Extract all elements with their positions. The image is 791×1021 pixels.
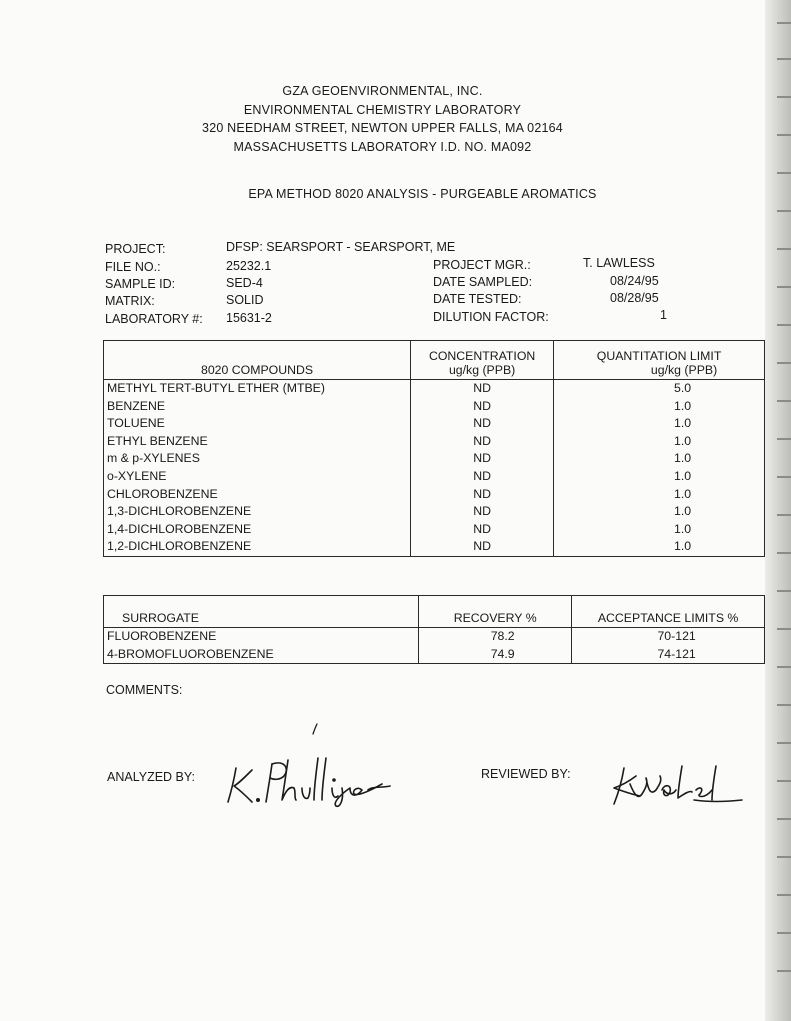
- surrogate-acceptance-limits: 70-121: [572, 628, 765, 646]
- surrogate-name: 4-BROMOFLUOROBENZENE: [107, 646, 274, 661]
- compound-name: BENZENE: [107, 398, 166, 413]
- surrogate-header: SURROGATE: [104, 596, 419, 628]
- comments-label: COMMENTS:: [106, 683, 183, 697]
- surrogate-table: [103, 595, 765, 664]
- table-row: [104, 486, 765, 504]
- recovery-header: RECOVERY %: [419, 596, 572, 628]
- project-label: PROJECT:: [105, 242, 166, 256]
- reviewer-signature: [600, 760, 750, 810]
- compound-name: ETHYL BENZENE: [107, 433, 208, 448]
- project-value: DFSP: SEARSPORT - SEARSPORT, ME: [226, 240, 456, 254]
- quantitation-limit-header: [554, 341, 765, 380]
- compound-name: METHYL TERT-BUTYL ETHER (MTBE): [107, 381, 325, 395]
- compound-name: CHLOROBENZENE: [107, 486, 218, 501]
- compound-quantitation-limit: 1.0: [554, 433, 765, 451]
- table-row: [104, 503, 765, 521]
- compound-concentration: ND: [411, 538, 554, 556]
- compound-quantitation-limit: 1.0: [554, 398, 765, 416]
- compound-quantitation-limit: 1.0: [554, 538, 765, 556]
- compound-name: 1,2-DICHLOROBENZENE: [107, 539, 252, 554]
- table-row: [104, 646, 765, 664]
- compounds-header: 8020 COMPOUNDS: [104, 341, 411, 380]
- table-row: [104, 398, 765, 416]
- date-tested-value: 08/28/95: [610, 291, 659, 305]
- matrix-label: MATRIX:: [105, 294, 155, 308]
- compounds-table: [103, 340, 765, 557]
- sample-id-label: SAMPLE ID:: [105, 277, 176, 291]
- method-title: EPA METHOD 8020 ANALYSIS - PURGEABLE AROMATICS: [248, 187, 597, 201]
- surrogate-recovery: 78.2: [419, 628, 572, 646]
- table-row: [104, 468, 765, 486]
- compound-concentration: ND: [411, 398, 554, 416]
- sample-id-value: SED-4: [226, 276, 263, 290]
- ink-mark-icon: [310, 722, 320, 736]
- analyst-signature: [222, 748, 412, 808]
- compound-name: TOLUENE: [107, 416, 165, 431]
- table-row: [104, 538, 765, 556]
- surrogate-name: FLUOROBENZENE: [107, 629, 217, 643]
- matrix-value: SOLID: [226, 293, 264, 307]
- concentration-header: [411, 341, 554, 380]
- table-row: [104, 380, 765, 398]
- laboratory-number-value: 15631-2: [226, 311, 272, 325]
- reviewed-by-label: REVIEWED BY:: [481, 767, 571, 781]
- compound-quantitation-limit: 1.0: [554, 521, 765, 539]
- compound-concentration: ND: [411, 521, 554, 539]
- lab-address: 320 NEEDHAM STREET, NEWTON UPPER FALLS, MA 02164: [202, 121, 563, 135]
- date-tested-label: DATE TESTED:: [433, 292, 522, 306]
- project-manager-label: PROJECT MGR.:: [433, 258, 531, 272]
- quantitation-limit-header-units: ug/kg (PPB): [650, 363, 718, 377]
- concentration-header-title: CONCENTRATION: [428, 349, 536, 363]
- table-row: [104, 628, 765, 646]
- lab-name: ENVIRONMENTAL CHEMISTRY LABORATORY: [243, 102, 522, 117]
- table-row: [104, 415, 765, 433]
- dilution-factor-label: DILUTION FACTOR:: [433, 310, 549, 324]
- table-row: [104, 450, 765, 468]
- table-row: [104, 433, 765, 451]
- project-manager-value: T. LAWLESS: [583, 256, 655, 270]
- compound-quantitation-limit: 1.0: [554, 450, 765, 468]
- lab-id: MASSACHUSETTS LABORATORY I.D. NO. MA092: [233, 139, 532, 154]
- compound-name: o-XYLENE: [107, 468, 167, 483]
- compound-concentration: ND: [411, 503, 554, 521]
- date-sampled-label: DATE SAMPLED:: [433, 275, 533, 289]
- compound-name: 1,3-DICHLOROBENZENE: [107, 504, 252, 519]
- compound-concentration: ND: [411, 380, 554, 398]
- analyzed-by-label: ANALYZED BY:: [107, 770, 195, 784]
- acceptance-limits-header: ACCEPTANCE LIMITS %: [572, 596, 765, 628]
- date-sampled-value: 08/24/95: [610, 274, 659, 288]
- laboratory-number-label: LABORATORY #:: [105, 312, 203, 326]
- compound-quantitation-limit: 1.0: [554, 415, 765, 433]
- compound-quantitation-limit: 1.0: [554, 503, 765, 521]
- compound-concentration: ND: [411, 468, 554, 486]
- page-stack-edge: [765, 0, 791, 1021]
- compound-name: m & p-XYLENES: [107, 451, 200, 466]
- compound-name: 1,4-DICHLOROBENZENE: [107, 521, 252, 536]
- concentration-header-units: ug/kg (PPB): [448, 363, 516, 377]
- lab-header: [0, 82, 765, 156]
- compound-concentration: ND: [411, 486, 554, 504]
- surrogate-recovery: 74.9: [419, 646, 572, 664]
- company-name: GZA GEOENVIRONMENTAL, INC.: [282, 84, 483, 98]
- compound-quantitation-limit: 1.0: [554, 486, 765, 504]
- compound-concentration: ND: [411, 450, 554, 468]
- compound-concentration: ND: [411, 415, 554, 433]
- surrogate-acceptance-limits: 74-121: [572, 646, 765, 664]
- compound-quantitation-limit: 1.0: [554, 468, 765, 486]
- table-row: [104, 521, 765, 539]
- dilution-factor-value: 1: [660, 308, 667, 322]
- compound-quantitation-limit: 5.0: [554, 380, 765, 398]
- compound-concentration: ND: [411, 433, 554, 451]
- file-no-label: FILE NO.:: [105, 260, 161, 274]
- quantitation-limit-header-title: QUANTITATION LIMIT: [596, 349, 722, 363]
- file-no-value: 25232.1: [226, 259, 272, 273]
